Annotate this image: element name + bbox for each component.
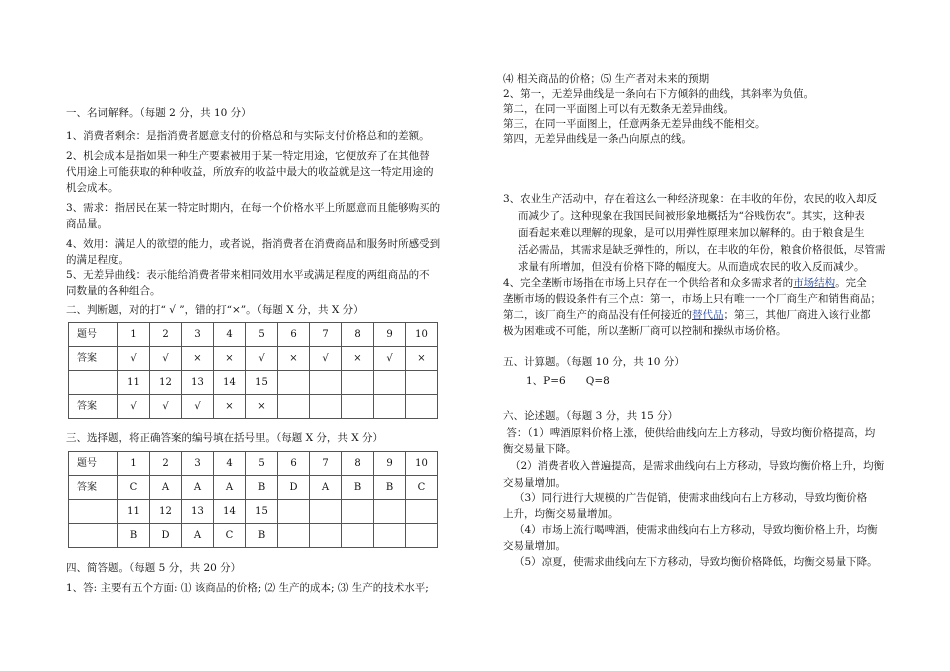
s1-item-5-line1: 5、无差异曲线：表示能给消费者带来相同效用水平或满足程度的两组商品的不 [66, 269, 430, 281]
table-cell: 1 [118, 323, 150, 347]
table-cell: C [118, 476, 150, 500]
table-cell: 9 [374, 323, 406, 347]
table-cell: A [150, 476, 182, 500]
s1-item-4-line1: 4、效用：满足人的欲望的能力，或者说，指消费者在消费商品和服务时所感受到 [66, 238, 441, 250]
table-cell: D [278, 476, 310, 500]
table-cell: B [374, 476, 406, 500]
table-cell: √ [150, 395, 182, 419]
table-cell: √ [182, 395, 214, 419]
s1-item-5-line2: 同数量的各种组合。 [66, 285, 161, 297]
table-cell: 15 [246, 371, 278, 395]
s1-item-2-line2: 代用途上可能获取的种种收益，所放弃的收益中最大的收益就是这一特定用途的 [66, 166, 434, 178]
table-cell: 10 [406, 452, 438, 476]
right-top-line-1: ⑷ 相关商品的价格；⑸ 生产者对未来的预期 [503, 73, 710, 85]
table-cell [342, 524, 374, 548]
table-cell: × [182, 347, 214, 371]
right-top-line-4: 第三，在同一平面图上，任意两条无差异曲线不能相交。 [503, 118, 766, 130]
table-cell: B [342, 476, 374, 500]
s1-item-3-line1: 3、需求：指居民在某一特定时期内，在每一个价格水平上所愿意而且能够购买的 [66, 202, 441, 214]
table-cell: 14 [214, 500, 246, 524]
q4-line-1 [503, 278, 867, 289]
q3-line-2: 而减少了。这种现象在我国民间被形象地概括为“谷贱伤农”。其实，这种表 [518, 210, 865, 222]
table-cell: 4 [214, 452, 246, 476]
judgment-answer-table [68, 322, 438, 419]
table-cell [342, 395, 374, 419]
s6-line-6: 上升，均衡交易量增加。 [503, 508, 619, 520]
table-cell [406, 500, 438, 524]
table-cell: 13 [182, 500, 214, 524]
q4-text: 。完全 [835, 277, 867, 289]
q4-text: 4、完全垄断市场指在市场上只存在一个供给者和众多需求者的 [503, 277, 794, 289]
s6-line-4: 交易量增加。 [503, 477, 566, 489]
table-cell: 答案 [69, 347, 118, 371]
market-structure-link[interactable]: 市场结构 [793, 277, 836, 289]
table-cell: A [182, 476, 214, 500]
table-cell: × [214, 347, 246, 371]
table-cell: 2 [150, 452, 182, 476]
table-cell: 答案 [69, 395, 118, 419]
table-cell: 6 [278, 323, 310, 347]
table-cell [310, 524, 342, 548]
s4-answer-line: 1、答: 主要有五个方面: ⑴ 该商品的价格; ⑵ 生产的成本; ⑶ 生产的技术水平; [66, 582, 429, 594]
table-cell [69, 371, 118, 395]
table-cell: C [406, 476, 438, 500]
table-cell [310, 395, 342, 419]
table-cell [406, 371, 438, 395]
table-cell: √ [374, 347, 406, 371]
q3-line-4: 活必需品，其需求是缺乏弹性的，所以，在丰收的年份，粮食价格很低，尽管需 [518, 244, 886, 256]
table-cell: 答案 [69, 476, 118, 500]
table-cell: 7 [310, 452, 342, 476]
s6-line-1: 答：（1）啤酒原料价格上涨，使供给曲线向左上方移动，导致均衡价格提高，均 [503, 427, 876, 439]
table-cell: 1 [118, 452, 150, 476]
section-1-title: 一、名词解释。（每题 2 分，共 10 分） [66, 107, 252, 119]
section-4-title: 四、简答题。（每题 5 分，共 20 分） [66, 562, 242, 574]
choice-answer-table [68, 451, 438, 548]
q3-line-1: 3、农业生产活动中，存在着这么一种经济现象：在丰收的年份，农民的收入却反 [503, 193, 878, 205]
table-cell: C [214, 524, 246, 548]
table-cell [69, 500, 118, 524]
table-cell: 题号 [69, 323, 118, 347]
section-3-title: 三、选择题，将正确答案的编号填在括号里。（每题 X 分，共 X 分） [66, 432, 384, 444]
table-cell [278, 500, 310, 524]
table-cell: 12 [150, 500, 182, 524]
table-cell: 11 [118, 371, 150, 395]
table-row [69, 452, 438, 476]
table-row [69, 500, 438, 524]
table-cell: × [342, 347, 374, 371]
section-5-title: 五、计算题。（每题 10 分，共 10 分） [503, 356, 685, 368]
table-cell: 3 [182, 452, 214, 476]
s5-answer: 1、P=6 Q=8 [526, 375, 610, 387]
q4-text: ；第三，其他厂商进入该行业都 [723, 309, 871, 321]
table-cell: √ [246, 347, 278, 371]
table-cell [406, 395, 438, 419]
table-cell: 15 [246, 500, 278, 524]
table-cell: 3 [182, 323, 214, 347]
s1-item-2-line3: 机会成本。 [66, 182, 119, 194]
s1-item-4-line2: 的满足程度。 [66, 254, 129, 266]
table-cell [278, 395, 310, 419]
right-top-line-3: 第二，在同一平面图上可以有无数条无差异曲线。 [503, 103, 734, 115]
table-cell: 7 [310, 323, 342, 347]
right-top-line-2: 2、第一，无差异曲线是一条向右下方倾斜的曲线，其斜率为负值。 [503, 88, 815, 100]
table-cell: 6 [278, 452, 310, 476]
table-cell: √ [118, 347, 150, 371]
table-cell [278, 524, 310, 548]
table-cell [342, 500, 374, 524]
table-cell: 12 [150, 371, 182, 395]
table-cell: A [214, 476, 246, 500]
table-cell [374, 500, 406, 524]
table-cell: B [246, 524, 278, 548]
table-cell [278, 371, 310, 395]
s6-line-5: （3）同行进行大规模的广告促销，使需求曲线向右上方移动，导致均衡价格 [514, 492, 868, 504]
table-cell: 10 [406, 323, 438, 347]
table-row [69, 371, 438, 395]
section-2-title: 二、判断题，对的打“ √ ”，错的打“×”。（每题 X 分，共 X 分） [66, 304, 364, 316]
table-cell: 2 [150, 323, 182, 347]
table-row [69, 395, 438, 419]
table-cell: D [150, 524, 182, 548]
section-6-title: 六、论述题。（每题 3 分，共 15 分） [503, 410, 679, 422]
s1-item-3-line2: 商品量。 [66, 218, 108, 230]
q4-line-4: 极为困难或不可能，所以垄断厂商可以控制和操纵市场价格。 [503, 325, 787, 337]
q4-line-2: 垄断市场的假设条件有三个点：第一，市场上只有唯一一个厂商生产和销售商品； [503, 293, 881, 305]
q4-line-3 [503, 310, 871, 321]
table-cell: 11 [118, 500, 150, 524]
table-cell: 9 [374, 452, 406, 476]
table-cell: 4 [214, 323, 246, 347]
table-cell: 5 [246, 323, 278, 347]
table-row [69, 347, 438, 371]
q3-line-3: 面看起来难以理解的现象，是可以用弹性原理来加以解释的。由于粮食是生 [518, 227, 865, 239]
table-row [69, 476, 438, 500]
table-cell: B [246, 476, 278, 500]
s6-line-7: （4）市场上流行喝啤酒，使需求曲线向右上方移动，导致均衡价格上升，均衡 [514, 524, 878, 536]
s6-line-8: 交易量增加。 [503, 540, 566, 552]
table-cell: × [246, 395, 278, 419]
q4-text: 第二，该厂商生产的商品没有任何接近的 [503, 309, 692, 321]
table-cell: 8 [342, 452, 374, 476]
s1-item-1: 1、消费者剩余：是指消费者愿意支付的价格总和与实际支付价格总和的差额。 [66, 130, 430, 142]
table-cell: × [406, 347, 438, 371]
table-cell: √ [310, 347, 342, 371]
table-row [69, 524, 438, 548]
table-cell: A [310, 476, 342, 500]
q3-line-5: 求量有所增加，但没有价格下降的幅度大。从而造成农民的收入反而减少。 [518, 261, 865, 273]
table-cell: × [278, 347, 310, 371]
table-cell: 题号 [69, 452, 118, 476]
s6-line-2: 衡交易量下降。 [503, 443, 577, 455]
table-cell [406, 524, 438, 548]
table-cell: A [182, 524, 214, 548]
table-cell [374, 395, 406, 419]
table-cell: × [214, 395, 246, 419]
table-cell [374, 371, 406, 395]
table-cell: 14 [214, 371, 246, 395]
table-cell: √ [118, 395, 150, 419]
table-cell: B [118, 524, 150, 548]
table-cell [310, 500, 342, 524]
substitute-goods-link[interactable]: 替代品 [692, 309, 724, 321]
table-row [69, 323, 438, 347]
table-cell: 13 [182, 371, 214, 395]
right-top-line-5: 第四，无差异曲线是一条凸向原点的线。 [503, 133, 692, 145]
table-cell [374, 524, 406, 548]
table-cell: 8 [342, 323, 374, 347]
s6-line-9: （5）凉夏，使需求曲线向左下方移动，导致均衡价格降低，均衡交易量下降。 [514, 556, 878, 568]
table-cell [69, 524, 118, 548]
table-cell [342, 371, 374, 395]
table-cell: 5 [246, 452, 278, 476]
table-cell [310, 371, 342, 395]
s6-line-3: （2）消费者收入普遍提高，是需求曲线向右上方移动，导致均衡价格上升，均衡 [510, 460, 885, 472]
s1-item-2-line1: 2、机会成本是指如果一种生产要素被用于某一特定用途，它便放弃了在其他替 [66, 150, 430, 162]
table-cell: √ [150, 347, 182, 371]
